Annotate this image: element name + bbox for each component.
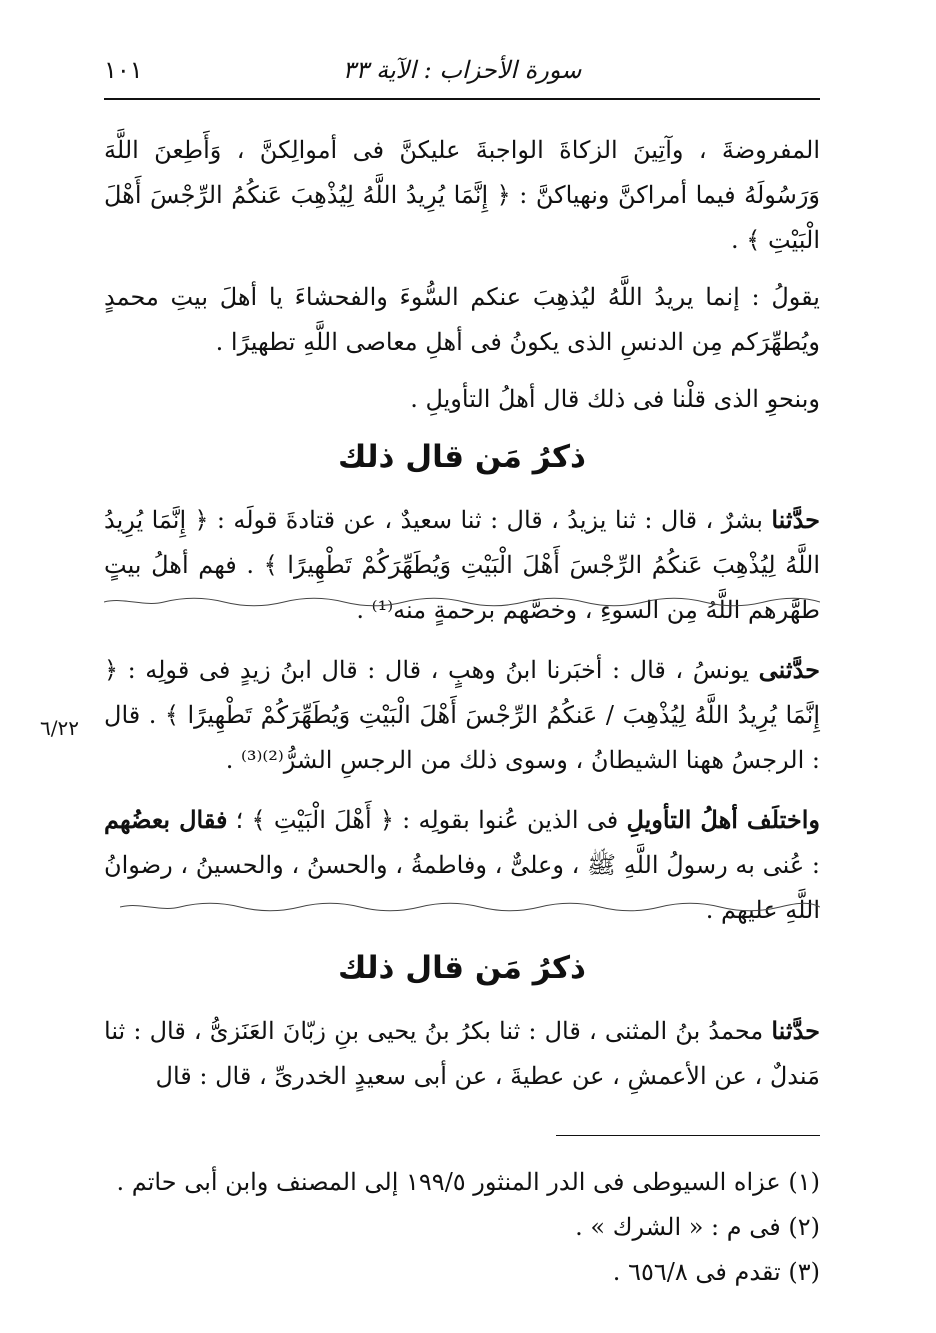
main-text xyxy=(104,128,820,1111)
wavy-underline-icon xyxy=(120,901,820,913)
section-heading-2: ذكرُ مَن قال ذلك xyxy=(338,950,586,986)
paragraph-6-text: : عُنى به رسولُ اللَّهِ ﷺ ، وعلىٌّ ، وفاطمةُ ، والحسنُ ، والحسينُ ، رضوانُ اللَّهِ عليهم . xyxy=(104,851,820,924)
paragraph-3: وبنحوِ الذى قلْنا فى ذلك قال أهلُ التأويلِ . xyxy=(410,385,820,413)
paragraph-4 xyxy=(104,497,820,633)
paragraph-4-lead: حدَّثنا xyxy=(771,505,820,534)
handwritten-underline-1 xyxy=(104,596,820,608)
paragraph-6-lead-2: فقال بعضُهم xyxy=(104,805,228,834)
running-title: سورة الأحزاب : الآية ٣٣ xyxy=(342,56,582,84)
footnote-separator xyxy=(556,1135,820,1136)
paragraph-6-middle: فى الذين عُنوا بقولِه : ﴿ أَهْلَ الْبَيْتِ ﴾ ؛ xyxy=(227,806,627,834)
paragraph-7-text: محمدُ بنُ المثنى ، قال : ثنا بكرُ بنُ يحيى بنِ زبّانَ العَنَزىُّ ، قال : ثنا مَندلٌ ، عن الأعمشِ ، عن عطيةَ ، عن أبى سعيدٍ الخدرىِّ ، قال : قال xyxy=(104,1017,820,1090)
page-number: ١٠١ xyxy=(104,56,143,84)
margin-reference: ٦/٢٢ xyxy=(40,716,79,740)
footnote-2: (٢) فى م : « الشرك » . xyxy=(575,1213,820,1241)
wavy-underline-icon xyxy=(104,596,820,608)
paragraph-7 xyxy=(104,1008,820,1099)
footnote-3: (٣) تقدم فى ٦٥٦/٨ . xyxy=(612,1258,820,1286)
paragraph-5 xyxy=(104,647,820,783)
paragraph-5-text: يونسُ ، قال : أخبَرنا ابنُ وهبٍ ، قال : قال ابنُ زيدٍ فى قولِه : ﴿ إِنَّمَا يُرِيدُ اللَّهُ لِيُذْهِبَ / عَنكُمُ الرِّجْسَ أَهْلَ الْبَيْتِ وَيُطَهِّرَكُمْ تَطْهِيرًا ﴾ . قال : الرجسُ ههنا الشيطانُ ، وسوى ذلك من الرجسِ الشرُّ⁽²⁾⁽³⁾ . xyxy=(104,656,820,774)
paragraph-5-lead: حدَّثنى xyxy=(758,655,820,684)
paragraph-6-lead: واختلَف أهلُ التأويلِ xyxy=(626,805,820,834)
footnote-1: (١) عزاه السيوطى فى الدر المنثور ١٩٩/٥ إلى المصنف وابن أبى حاتم . xyxy=(116,1168,820,1196)
paragraph-2: يقولُ : إنما يريدُ اللَّهُ ليُذهِبَ عنكم السُّوءَ والفحشاءَ يا أهلَ بيتِ محمدٍ ويُطهِّرَكم مِن الدنسِ الذى يكونُ فى أهلِ معاصى اللَّهِ تطهيرًا . xyxy=(104,283,820,356)
handwritten-underline-2 xyxy=(120,901,820,913)
paragraph-7-lead: حدَّثنا xyxy=(771,1016,820,1045)
footnotes xyxy=(104,1160,820,1295)
section-heading-1: ذكرُ مَن قال ذلك xyxy=(338,439,586,475)
page-header xyxy=(104,54,820,100)
paragraph-4-text: بشرٌ ، قال : ثنا يزيدُ ، قال : ثنا سعيدٌ ، عن قتادةَ قولَه : ﴿ إِنَّمَا يُرِيدُ اللَّهُ لِيُذْهِبَ عَنكُمُ الرِّجْسَ أَهْلَ الْبَيْتِ وَيُطَهِّرَكُمْ تَطْهِيرًا ﴾ . فهم أهلُ بيتٍ طهَّرهم اللَّهُ مِن السوءِ ، وخصَّهم برحمةٍ منه⁽¹⁾ . xyxy=(104,506,820,624)
paragraph-1: المفروضةَ ، وآتِينَ الزكاةَ الواجبةَ عليكنَّ فى أموالِكنَّ ، وَأَطِعنَ اللَّهَ وَرَسُولَهُ فيما أمراكنَّ ونهياكنَّ : ﴿ إِنَّمَا يُرِيدُ اللَّهُ لِيُذْهِبَ عَنكُمُ الرِّجْسَ أَهْلَ الْبَيْتِ ﴾ . xyxy=(104,136,821,254)
